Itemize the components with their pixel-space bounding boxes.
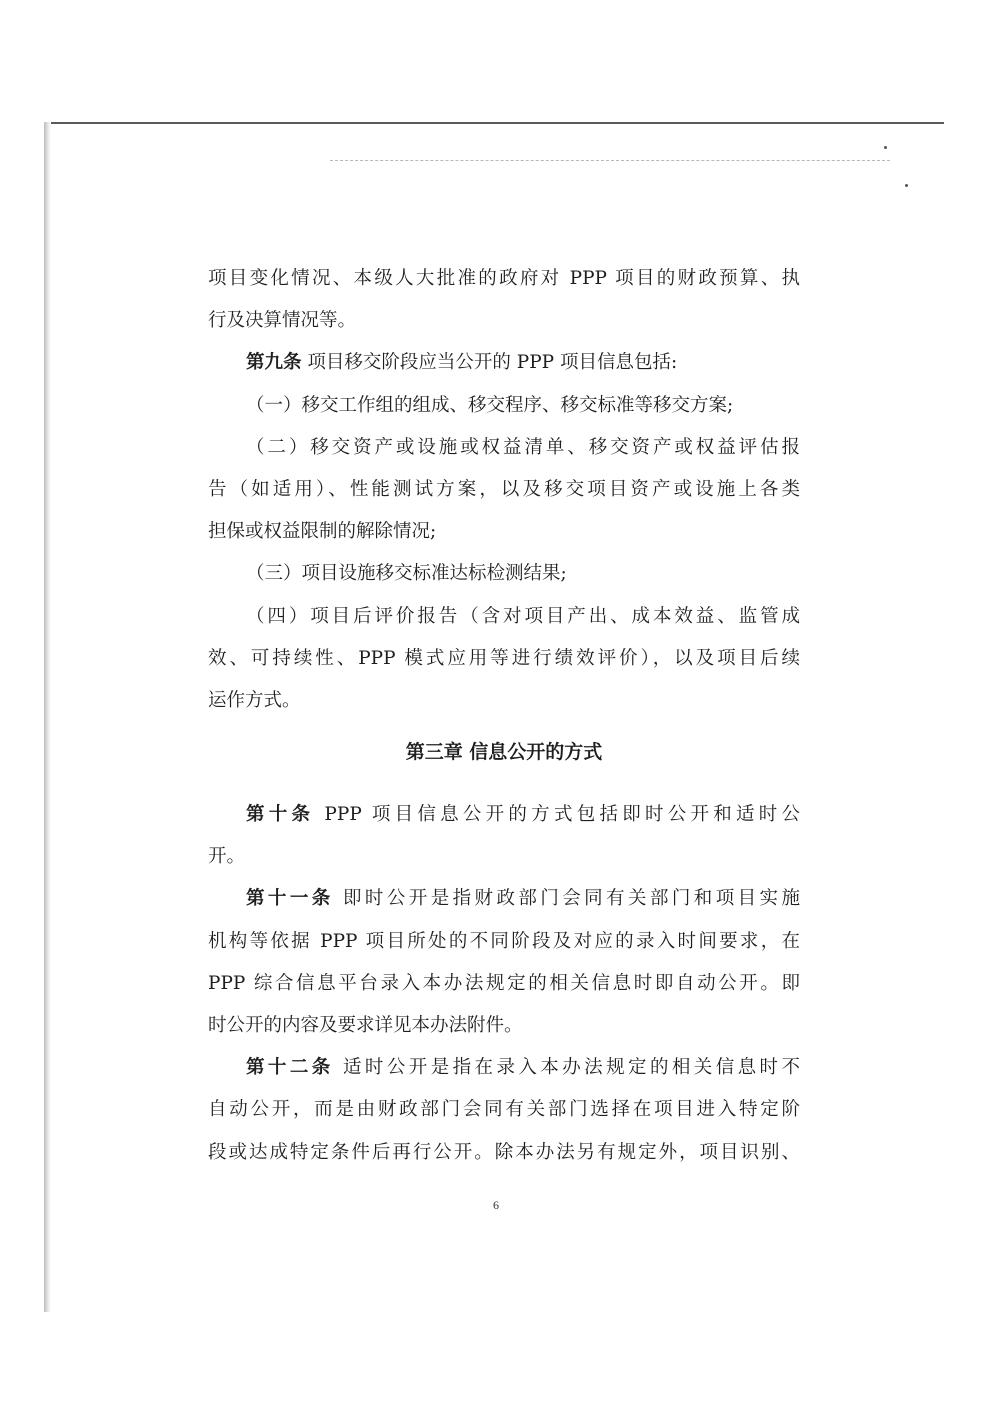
- article-12-heading: [208, 1047, 800, 1089]
- article-12-line: 自动公开，而是由财政部门会同有关部门选择在项目进入特定阶: [208, 1099, 800, 1121]
- document-body: [208, 258, 800, 1174]
- article-9-item-2: （二）移交资产或设施或权益清单、移交资产或权益评估报: [246, 436, 800, 458]
- article-12-line: 段或达成特定条件后再行公开。除本办法另有规定外，项目识别、: [208, 1141, 800, 1163]
- scan-border-top: [44, 122, 944, 124]
- article-11-line: 时公开的内容及要求详见本办法附件。: [208, 1015, 523, 1036]
- article-9-item-2-line: 告（如适用）、性能测试方案，以及移交项目资产或设施上各类: [208, 478, 800, 500]
- article-9-label: 第九条: [246, 352, 302, 374]
- scan-speck: [884, 146, 887, 149]
- article-10-text: PPP 项目信息公开的方式包括即时公开和适时公: [314, 804, 800, 826]
- article-9-item-3: （三）项目设施移交标准达标检测结果;: [246, 563, 567, 585]
- article-9-heading: [208, 342, 800, 384]
- article-11-label: 第十一条: [246, 888, 334, 910]
- article-11-heading: [208, 878, 800, 920]
- page-number: 6: [493, 1198, 499, 1212]
- body-line: 行及决算情况等。: [208, 310, 357, 332]
- article-9-item-4: （四）项目后评价报告（含对项目产出、成本效益、监管成: [246, 605, 800, 627]
- article-10-label: 第十条: [246, 804, 315, 826]
- article-10-line: 开。: [208, 846, 246, 868]
- article-9-item-4-line: 运作方式。: [208, 689, 301, 711]
- scan-speck: [905, 184, 908, 187]
- article-11-line: 机构等依据 PPP 项目所处的不同阶段及对应的录入时间要求，在: [208, 930, 800, 952]
- article-9-item-2-line: 担保或权益限制的解除情况;: [208, 521, 437, 543]
- article-12-text: 适时公开是指在录入本办法规定的相关信息时不: [333, 1057, 800, 1079]
- article-9-item-4-line: 效、可持续性、PPP 模式应用等进行绩效评价），以及项目后续: [208, 647, 800, 669]
- body-line: 项目变化情况、本级人大批准的政府对 PPP 项目的财政预算、执: [208, 268, 800, 289]
- article-10-heading: [208, 794, 800, 836]
- scan-border-left: [44, 122, 51, 1312]
- article-12-label: 第十二条: [246, 1057, 334, 1079]
- chapter-3-title: 第三章 信息公开的方式: [405, 741, 603, 764]
- article-9-item-1: （一）移交工作组的组成、移交程序、移交标准等移交方案;: [246, 394, 734, 416]
- article-11-line: PPP 综合信息平台录入本办法规定的相关信息时即自动公开。即: [208, 972, 800, 994]
- article-11-text: 即时公开是指财政部门会同有关部门和项目实施: [333, 888, 800, 910]
- article-9-text: 项目移交阶段应当公开的 PPP 项目信息包括:: [301, 352, 678, 374]
- scan-header-rule: [330, 160, 890, 161]
